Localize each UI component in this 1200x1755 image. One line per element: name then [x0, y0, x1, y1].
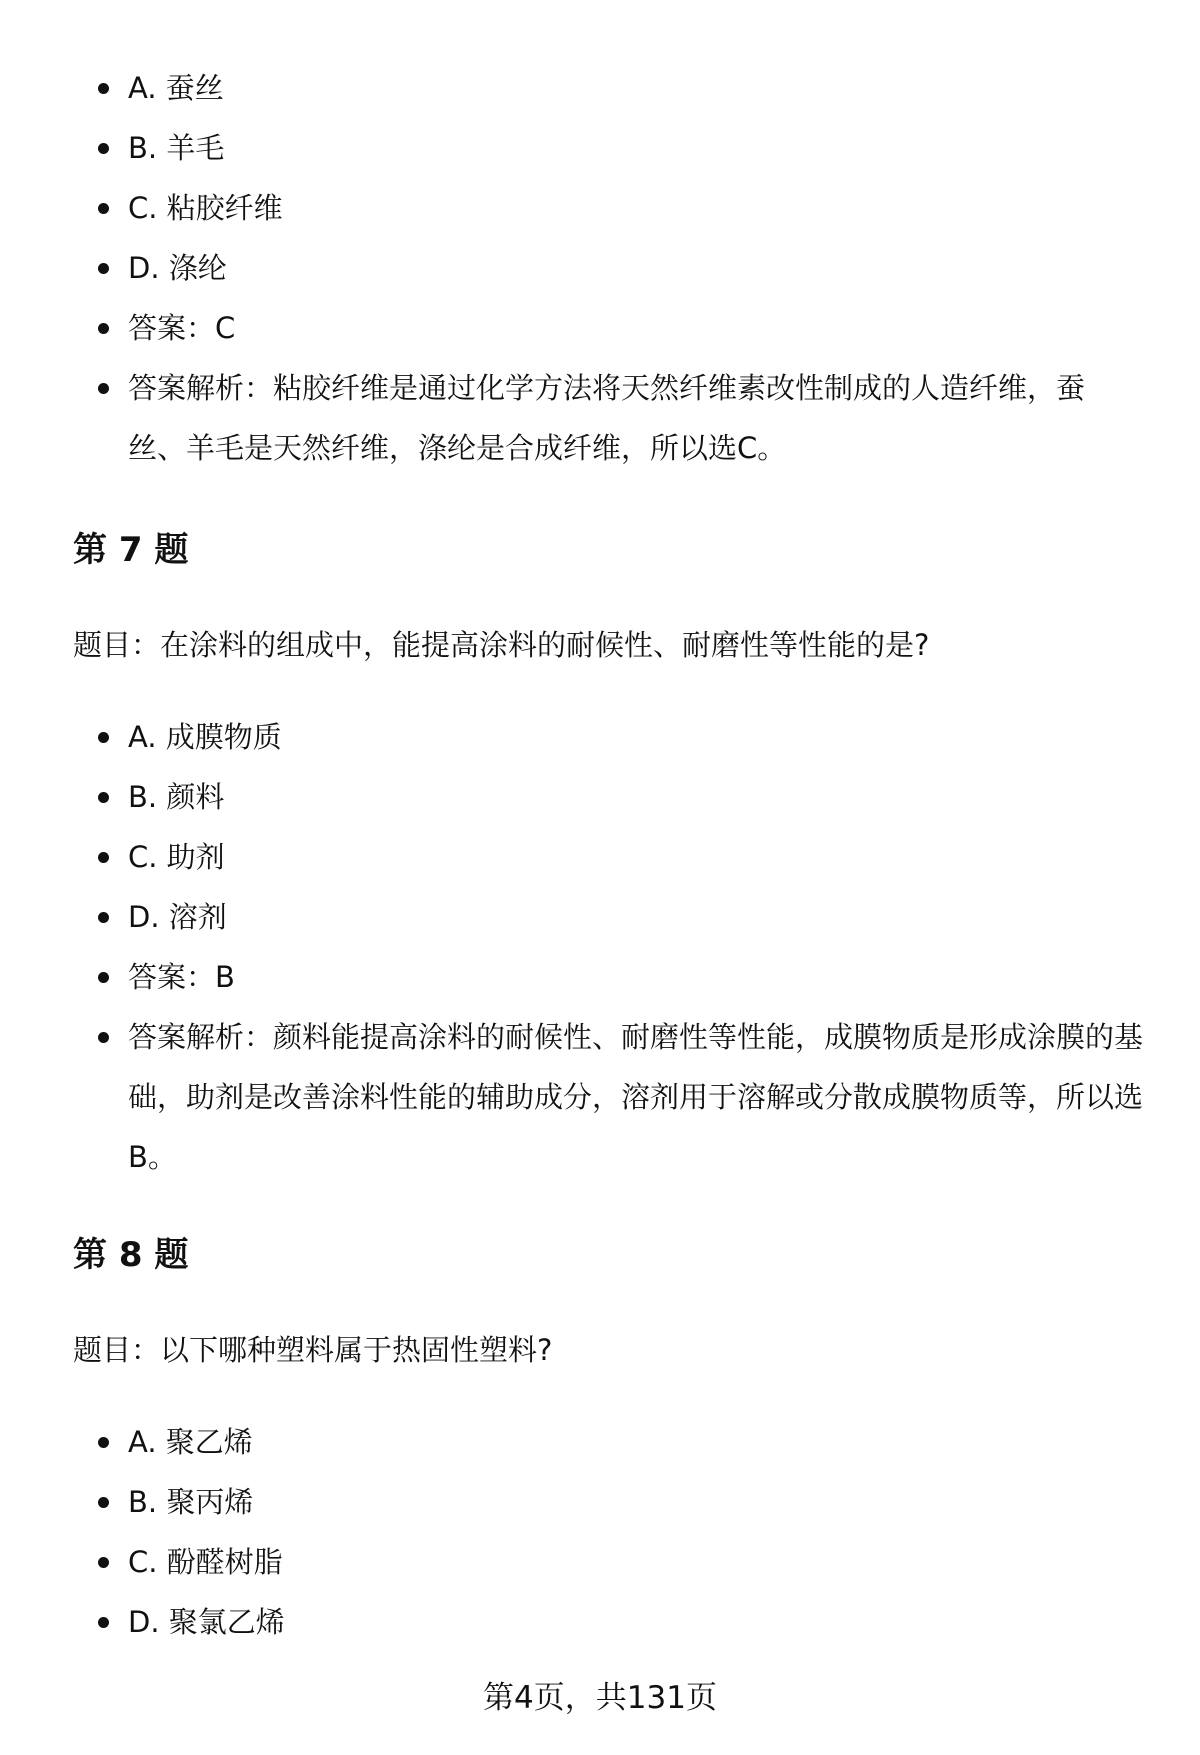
page-number-footer: 第4页，共131页 [483, 1680, 717, 1716]
explanation-text: 答案解析：颜料能提高涂料的耐候性、耐磨性等性能，成膜物质是形成涂膜的基础，助剂是改善涂料性能的辅助成分，溶剂用于溶解或分散成膜物质等，所以选B。 [128, 1020, 1144, 1174]
bullet-icon [98, 143, 109, 154]
question-7-heading: 第 7 题 [73, 530, 189, 570]
option-a-text: A. 蚕丝 [128, 71, 224, 105]
list-item [128, 58, 1148, 118]
list-item [128, 1007, 1158, 1187]
bullet-icon [98, 1437, 109, 1448]
list-item [128, 767, 1148, 827]
option-c-text: C. 酚醛树脂 [128, 1545, 283, 1579]
question-7-text: 题目：在涂料的组成中，能提高涂料的耐候性、耐磨性等性能的是? [73, 628, 930, 662]
list-item [128, 827, 1148, 887]
question-8-heading: 第 8 题 [73, 1235, 189, 1275]
list-item [128, 1532, 1148, 1592]
list-item [128, 298, 1148, 358]
bullet-icon [98, 852, 109, 863]
bullet-icon [98, 972, 109, 983]
option-c-text: C. 助剂 [128, 840, 225, 874]
bullet-icon [98, 792, 109, 803]
list-item [128, 1412, 1148, 1472]
list-item [128, 238, 1148, 298]
bullet-icon [98, 1617, 109, 1628]
list-item [128, 1592, 1148, 1652]
list-item [128, 947, 1148, 1007]
option-c-text: C. 粘胶纤维 [128, 191, 283, 225]
explanation-text: 答案解析：粘胶纤维是通过化学方法将天然纤维素改性制成的人造纤维，蚕丝、羊毛是天然纤维，涤纶是合成纤维，所以选C。 [128, 371, 1086, 465]
bullet-icon [98, 323, 109, 334]
option-b-text: B. 颜料 [128, 780, 225, 814]
bullet-icon [98, 732, 109, 743]
bullet-icon [98, 912, 109, 923]
bullet-icon [98, 83, 109, 94]
bullet-icon [98, 1497, 109, 1508]
list-item [128, 358, 1128, 478]
question-8-text: 题目：以下哪种塑料属于热固性塑料? [73, 1333, 553, 1367]
answer-text: 答案：C [128, 311, 236, 345]
option-d-text: D. 涤纶 [128, 251, 227, 285]
option-d-text: D. 聚氯乙烯 [128, 1605, 285, 1639]
bullet-icon [98, 263, 109, 274]
list-item [128, 887, 1148, 947]
option-a-text: A. 聚乙烯 [128, 1425, 253, 1459]
list-item [128, 118, 1148, 178]
bullet-icon [98, 383, 109, 394]
bullet-icon [98, 1032, 109, 1043]
option-d-text: D. 溶剂 [128, 900, 227, 934]
option-a-text: A. 成膜物质 [128, 720, 282, 754]
list-item [128, 1472, 1148, 1532]
bullet-icon [98, 203, 109, 214]
list-item [128, 707, 1148, 767]
option-b-text: B. 聚丙烯 [128, 1485, 254, 1519]
answer-text: 答案：B [128, 960, 235, 994]
list-item [128, 178, 1148, 238]
bullet-icon [98, 1557, 109, 1568]
option-b-text: B. 羊毛 [128, 131, 225, 165]
